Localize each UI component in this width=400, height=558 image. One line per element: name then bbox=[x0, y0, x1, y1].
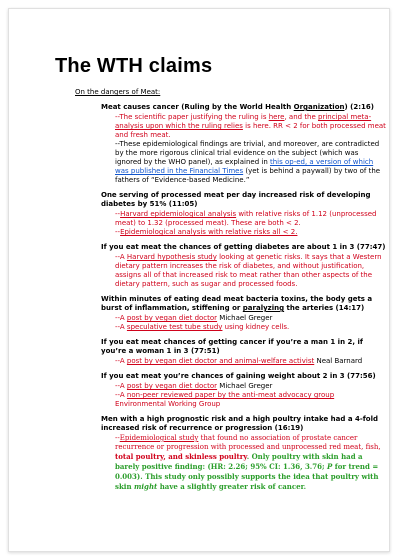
section-subtitle: On the dangers of Meat: bbox=[75, 88, 161, 96]
note-text: (yet is behind a paywall) by two of the fathers of “Evidence-based Medicine.” bbox=[115, 167, 381, 184]
claims-list bbox=[101, 103, 387, 498]
note-link[interactable]: Epidemiological analysis with relative risks all < 2. bbox=[120, 228, 298, 236]
claim-note bbox=[115, 434, 387, 492]
claim-heading bbox=[101, 103, 387, 112]
note-dash: --A bbox=[115, 391, 127, 399]
note-text: looking at genetic risks. It says that a Western dietary pattern increases the risk of diabetes, and without justification, assigns all of that increased risk to meat rather than other aspects of the dietary pattern, such as sugar and processed foods. bbox=[115, 253, 382, 288]
claim-note bbox=[115, 382, 387, 391]
note-dash: -- bbox=[115, 210, 121, 218]
claim-heading: If you eat meat the chances of getting diabetes are about 1 in 3 (77:47) bbox=[101, 243, 386, 251]
claim-heading: Men with a high prognostic risk and a high poultry intake had a 4-fold increased risk of recurrence or progression (16:19) bbox=[101, 415, 379, 432]
claim-item bbox=[101, 415, 387, 492]
claim-heading-text: Meat causes cancer (Ruling by the World Health bbox=[101, 103, 294, 111]
claim-item bbox=[101, 372, 387, 409]
note-link[interactable]: post by vegan diet doctor bbox=[126, 382, 218, 390]
note-text: --The scientific paper justifying the ruling is bbox=[115, 113, 269, 121]
claim-heading: If you eat meat chances of getting cancer if you’re a man 1 in 2, if you’re a woman 1 in 3 (77:51) bbox=[101, 338, 363, 355]
note-dash: --A bbox=[115, 323, 127, 331]
claim-note bbox=[115, 391, 387, 409]
note-text: P bbox=[327, 462, 333, 471]
note-text: --These epidemiological findings are trivial, and moreover, are contradicted by the more rigorous clinical trial evidence on the subject (which was ignored by the WHO panel), as explained in bbox=[115, 140, 380, 166]
note-link[interactable]: principal meta-analysis upon which the ruling relies bbox=[115, 113, 372, 130]
note-text: for trend = 0.003). bbox=[115, 462, 379, 481]
op-ed-link[interactable]: this op-ed, a version of which was published in the Financial Times bbox=[115, 158, 374, 175]
claim-item bbox=[101, 295, 387, 332]
note-text: Neal Barnard bbox=[314, 357, 363, 365]
note-conclusion: have a slightly greater risk of cancer. bbox=[157, 482, 307, 491]
claim-heading-tail: the arteries (14:17) bbox=[284, 304, 365, 312]
note-link[interactable]: speculative test tube study bbox=[126, 323, 223, 331]
note-bold-text: total poultry, and skinless poultry bbox=[115, 452, 247, 461]
note-text: Environmental Working Group bbox=[115, 400, 221, 408]
claim-note bbox=[115, 210, 387, 228]
page-title: The WTH claims bbox=[55, 55, 213, 77]
note-text: that found no association of prostate cancer recurrence or progression with processed and unprocessed red meat, fish, bbox=[115, 434, 381, 451]
note-conclusion: might bbox=[133, 482, 158, 491]
claim-heading-text: Within minutes of eating dead meat bacteria toxins, the body gets a burst of inflammation, stiffening or bbox=[101, 295, 373, 312]
claim-note bbox=[115, 314, 387, 323]
claim-item bbox=[101, 103, 387, 185]
note-text: , and the bbox=[284, 113, 319, 121]
note-dash: --A bbox=[115, 382, 127, 390]
claim-item bbox=[101, 243, 387, 289]
claim-note bbox=[115, 357, 387, 366]
claim-note bbox=[115, 253, 387, 289]
note-text: . Only poultry with skin had a barely positive finding: (HR: 2.26; 95% CI: 1.36, 3.76; bbox=[115, 452, 363, 471]
claim-note bbox=[115, 323, 387, 332]
note-text: using kidney cells. bbox=[222, 323, 290, 331]
note-link[interactable]: post by vegan diet doctor bbox=[126, 314, 218, 322]
claim-note bbox=[115, 228, 387, 237]
note-dash: --A bbox=[115, 253, 127, 261]
claim-heading-underlined: paralyzing bbox=[242, 304, 285, 312]
claim-item bbox=[101, 191, 387, 237]
note-link[interactable]: Epidemiological study bbox=[119, 434, 199, 442]
claim-heading-underlined: Organization bbox=[293, 103, 345, 111]
note-link[interactable]: here bbox=[268, 113, 285, 121]
note-text: with relative risks of 1.12 (unprocessed meat) to 1.32 (processed meat). These are both < 2. bbox=[115, 210, 377, 227]
note-conclusion: This study only possibly supports the idea that poultry with skin bbox=[115, 472, 379, 491]
claim-heading-tail: ) (2:16) bbox=[344, 103, 374, 111]
note-link[interactable]: post by vegan diet doctor and animal-welfare activist bbox=[126, 357, 315, 365]
note-dash: -- bbox=[115, 434, 120, 442]
claim-item bbox=[101, 338, 387, 366]
note-link[interactable]: non-peer reviewed paper by the anti-meat advocacy group bbox=[126, 391, 335, 399]
claim-note bbox=[115, 113, 387, 140]
claim-note bbox=[115, 140, 387, 185]
note-link[interactable]: Harvard hypothesis study bbox=[126, 253, 217, 261]
document-page bbox=[8, 8, 390, 552]
claim-heading: One serving of processed meat per day increased risk of developing diabetes by 51% (11:05) bbox=[101, 191, 371, 208]
claim-heading: If you eat meat you’re chances of gaining weight about 2 in 3 (77:56) bbox=[101, 372, 376, 380]
note-text: Michael Greger bbox=[217, 382, 273, 390]
note-dash: --A bbox=[115, 314, 127, 322]
note-dash: -- bbox=[115, 228, 121, 236]
note-dash: --A bbox=[115, 357, 127, 365]
note-text: is here. RR < 2 for both processed meat and fresh meat. bbox=[115, 122, 386, 139]
claim-heading bbox=[101, 295, 387, 313]
note-link[interactable]: Harvard epidemiological analysis bbox=[120, 210, 237, 218]
note-text: Michael Greger bbox=[217, 314, 273, 322]
